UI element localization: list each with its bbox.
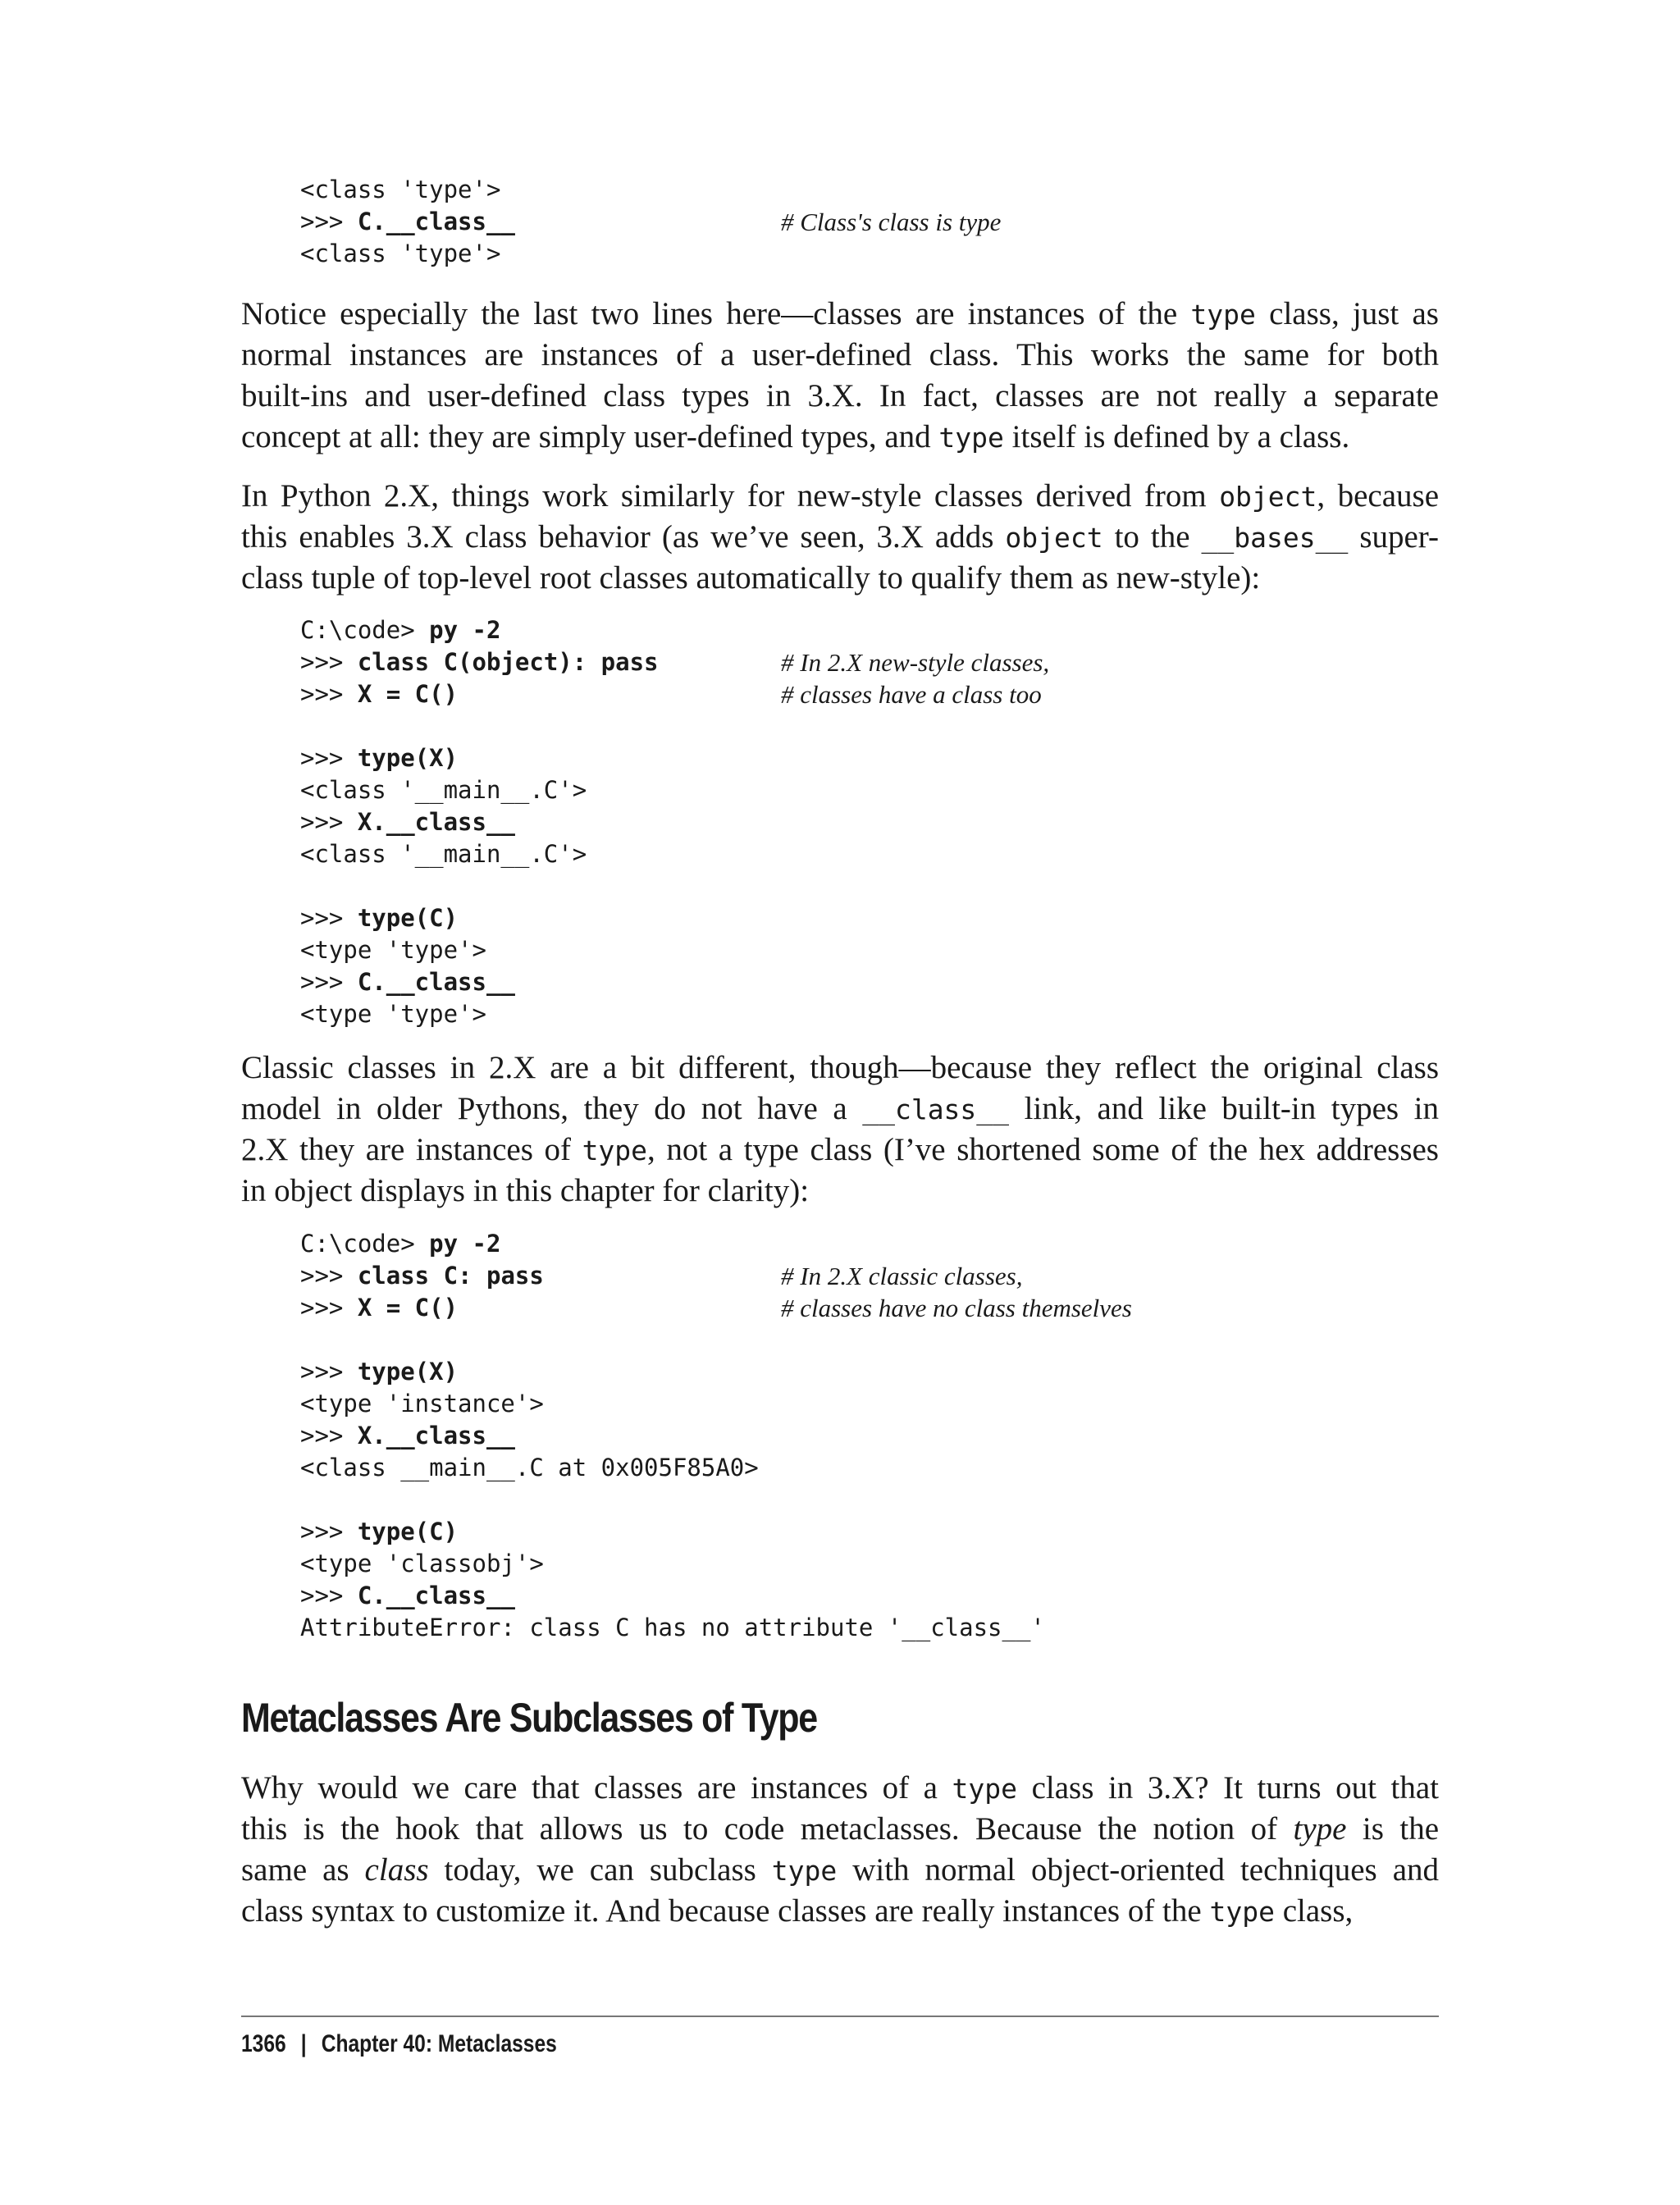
text-line bbox=[241, 1048, 1439, 1089]
code-line bbox=[300, 1516, 1045, 1548]
text-run: class, bbox=[1274, 1893, 1354, 1929]
text-run: model in older Pythons, they do not have a bbox=[241, 1091, 863, 1126]
text-run: Classic classes in 2.X are a bit different, though—because they reflect the original class bbox=[241, 1050, 1439, 1085]
section-heading: Metaclasses Are Subclasses of Type bbox=[241, 1695, 817, 1741]
text-run: with normal object-oriented techniques and bbox=[837, 1852, 1439, 1888]
code-text: >>> bbox=[300, 1262, 358, 1290]
inline-code: object bbox=[1219, 481, 1317, 513]
paragraph-1 bbox=[241, 294, 1439, 458]
text-line bbox=[241, 558, 1439, 599]
code-line bbox=[300, 1548, 1045, 1580]
code-text: >>> bbox=[300, 208, 358, 235]
text-run: today, we can subclass bbox=[428, 1852, 772, 1888]
text-run: same as bbox=[241, 1852, 365, 1888]
emphasis: type bbox=[1293, 1811, 1347, 1847]
paragraph-4 bbox=[241, 1768, 1439, 1932]
inline-code: __class__ bbox=[862, 1093, 1010, 1125]
text-run: Notice especially the last two lines here—classes are instances of the bbox=[241, 296, 1191, 331]
code-text: >>> bbox=[300, 968, 358, 996]
code-text: >>> bbox=[300, 1582, 358, 1609]
text-run: link, and like built-in types in bbox=[1009, 1091, 1439, 1126]
code-text: C:\code> bbox=[300, 1230, 430, 1258]
code-input: X.__class__ bbox=[357, 808, 515, 836]
code-comment: # Class's class is type bbox=[781, 208, 1002, 236]
page-number: 1366 bbox=[241, 2030, 286, 2057]
code-text: <type 'type'> bbox=[300, 936, 486, 964]
code-text: >>> bbox=[300, 1294, 358, 1322]
code-line bbox=[300, 742, 659, 774]
code-line bbox=[300, 678, 1042, 710]
code-input: class C: pass bbox=[357, 1262, 544, 1290]
text-line bbox=[241, 517, 1439, 558]
text-run: to the bbox=[1102, 519, 1202, 555]
text-run: class in 3.X? It turns out that bbox=[1017, 1770, 1440, 1806]
code-line bbox=[300, 1484, 1045, 1516]
code-text: >>> bbox=[300, 808, 358, 836]
text-line bbox=[241, 1130, 1439, 1171]
inline-code: type bbox=[952, 1773, 1018, 1805]
code-line bbox=[300, 1612, 1045, 1644]
code-input: type(X) bbox=[357, 744, 459, 772]
code-text: >>> bbox=[300, 744, 358, 772]
code-line bbox=[300, 1580, 1045, 1612]
text-line bbox=[241, 1850, 1439, 1891]
text-run: built-ins and user-defined class types in 3.X. In fact, classes are not really a separate bbox=[241, 378, 1439, 413]
code-input: type(C) bbox=[357, 904, 459, 932]
code-comment: # classes have a class too bbox=[781, 680, 1042, 709]
code-line bbox=[300, 998, 659, 1030]
code-input: py -2 bbox=[429, 616, 501, 644]
code-text: <class __main__.C at 0x005F85A0> bbox=[300, 1454, 759, 1481]
code-line bbox=[300, 806, 659, 838]
code-input: X.__class__ bbox=[357, 1422, 515, 1449]
code-text: <class 'type'> bbox=[300, 240, 501, 267]
code-block-2 bbox=[300, 614, 1050, 1030]
text-run: normal instances are instances of a user-defined class. This works the same for both bbox=[241, 337, 1439, 372]
code-input: C.__class__ bbox=[357, 1582, 515, 1609]
text-run: itself is defined by a class. bbox=[1003, 419, 1350, 454]
text-run: this is the hook that allows us to code metaclasses. Because the notion of bbox=[241, 1811, 1294, 1847]
code-text: <type 'instance'> bbox=[300, 1390, 544, 1418]
text-line bbox=[241, 335, 1439, 376]
code-line bbox=[300, 1260, 1045, 1292]
code-text: <class '__main__.C'> bbox=[300, 776, 587, 804]
code-comment: # classes have no class themselves bbox=[781, 1294, 1132, 1322]
code-text: <type 'type'> bbox=[300, 1000, 486, 1028]
text-line bbox=[241, 417, 1439, 458]
code-text: >>> bbox=[300, 648, 358, 676]
code-line bbox=[300, 710, 659, 742]
inline-code: type bbox=[1190, 299, 1256, 331]
text-line bbox=[241, 1171, 1439, 1212]
inline-code: __bases__ bbox=[1201, 522, 1349, 554]
code-line bbox=[300, 870, 659, 902]
code-text: <class 'type'> bbox=[300, 176, 501, 203]
inline-code: object bbox=[1005, 522, 1103, 554]
text-line bbox=[241, 1891, 1439, 1932]
code-line bbox=[300, 902, 659, 934]
text-line bbox=[241, 1809, 1439, 1850]
text-line bbox=[241, 476, 1439, 517]
code-input: type(C) bbox=[357, 1518, 459, 1545]
text-run: class, just as bbox=[1255, 296, 1439, 331]
code-line bbox=[300, 966, 659, 998]
text-run: , not a type class (I’ve shortened some of the hex addresses bbox=[647, 1132, 1439, 1167]
paragraph-2 bbox=[241, 476, 1439, 599]
text-run: concept at all: they are simply user-defined types, and bbox=[241, 419, 939, 454]
text-run: this enables 3.X class behavior (as we’ve seen, 3.X adds bbox=[241, 519, 1006, 555]
code-line bbox=[300, 238, 515, 270]
code-line bbox=[300, 614, 659, 646]
code-text: >>> bbox=[300, 1422, 358, 1449]
code-line bbox=[300, 1228, 1045, 1260]
text-run: in object displays in this chapter for clarity): bbox=[241, 1173, 810, 1208]
code-input: class C(object): pass bbox=[357, 648, 659, 676]
emphasis: class bbox=[364, 1852, 429, 1888]
inline-code: type bbox=[938, 422, 1004, 454]
code-line bbox=[300, 206, 1002, 238]
inline-code: type bbox=[582, 1134, 648, 1166]
text-line bbox=[241, 1768, 1439, 1809]
text-run: , because bbox=[1317, 478, 1440, 514]
code-text: >>> bbox=[300, 1518, 358, 1545]
text-run: In Python 2.X, things work similarly for new-style classes derived from bbox=[241, 478, 1220, 514]
text-run: class syntax to customize it. And because classes are really instances of the bbox=[241, 1893, 1210, 1929]
text-line bbox=[241, 1089, 1439, 1130]
code-input: py -2 bbox=[429, 1230, 501, 1258]
text-run: super- bbox=[1348, 519, 1439, 555]
inline-code: type bbox=[771, 1855, 838, 1887]
code-line bbox=[300, 1292, 1132, 1324]
code-block-3 bbox=[300, 1228, 1132, 1644]
code-line bbox=[300, 1452, 1045, 1484]
code-text: C:\code> bbox=[300, 616, 430, 644]
code-input: type(X) bbox=[357, 1358, 459, 1386]
code-line bbox=[300, 1324, 1045, 1356]
code-text: <class '__main__.C'> bbox=[300, 840, 587, 868]
text-run: is the bbox=[1346, 1811, 1439, 1847]
chapter-title: Chapter 40: Metaclasses bbox=[321, 2030, 557, 2057]
code-line bbox=[300, 646, 1050, 678]
footer-rule bbox=[241, 2016, 1439, 2017]
code-text: AttributeError: class C has no attribute '__class__' bbox=[300, 1614, 1045, 1641]
code-input: C.__class__ bbox=[357, 208, 515, 235]
code-input: C.__class__ bbox=[357, 968, 515, 996]
code-text: >>> bbox=[300, 904, 358, 932]
code-line bbox=[300, 934, 659, 966]
code-text: <type 'classobj'> bbox=[300, 1550, 544, 1577]
code-line bbox=[300, 838, 659, 870]
code-comment: # In 2.X new-style classes, bbox=[781, 648, 1050, 677]
page-footer bbox=[241, 2026, 557, 2062]
inline-code: type bbox=[1209, 1896, 1275, 1928]
code-input: X = C() bbox=[357, 1294, 459, 1322]
code-text: >>> bbox=[300, 1358, 358, 1386]
code-line bbox=[300, 1356, 1045, 1388]
paragraph-3 bbox=[241, 1048, 1439, 1212]
text-line bbox=[241, 294, 1439, 335]
code-line bbox=[300, 1420, 1045, 1452]
text-line bbox=[241, 376, 1439, 417]
text-run: class tuple of top-level root classes automatically to qualify them as new-style): bbox=[241, 560, 1261, 596]
code-line bbox=[300, 774, 659, 806]
text-run: Why would we care that classes are instances of a bbox=[241, 1770, 952, 1806]
text-run: 2.X they are instances of bbox=[241, 1132, 582, 1167]
code-text: >>> bbox=[300, 680, 358, 708]
code-block-1 bbox=[300, 174, 1002, 270]
code-comment: # In 2.X classic classes, bbox=[781, 1262, 1023, 1290]
code-input: X = C() bbox=[357, 680, 459, 708]
code-line bbox=[300, 1388, 1045, 1420]
code-line bbox=[300, 174, 515, 206]
footer-separator: | bbox=[300, 2030, 307, 2057]
